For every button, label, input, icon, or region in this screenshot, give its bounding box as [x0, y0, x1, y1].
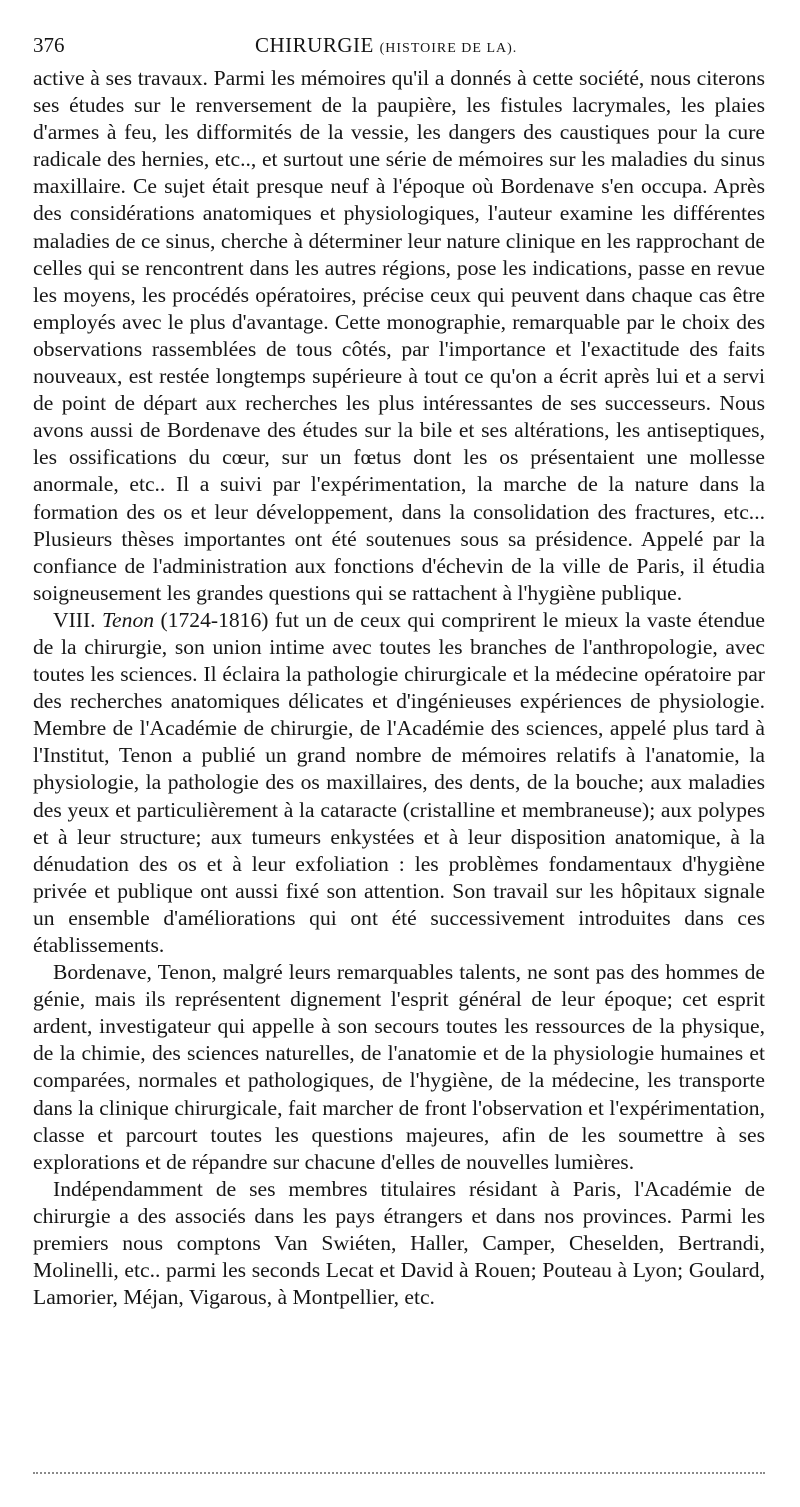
running-title-sub: (HISTOIRE DE LA). — [379, 41, 518, 56]
paragraph-bordenave-continued: active à ses travaux. Parmi les mémoires qu'il a donnés à cette société, nous citerons ses études sur le renversement de la paupière, les fistules lacrymales, les plaies d'armes à feu, les difformités de la vessie, les dangers des caustiques pour la cure radicale des hernies, etc.., et surtout une série de mémoires sur les maladies du sinus maxillaire. Ce sujet était presque neuf à l'époque où Bordenave s'en occupa. Après des considérations anatomiques et physiologiques, l'auteur examine les différentes maladies de ce sinus, cherche à déterminer leur nature clinique en les rapprochant de celles qui se rencontrent dans les autres régions, pose les indications, passe en revue les moyens, les procédés opératoires, précise ceux qui peuvent dans chaque cas être employés avec le plus d'avantage. Cette monographie, remarquable par le choix des observations rassemblées de tous côtés, par l'importance et l'exactitude des faits nouveaux, est restée longtemps supérieure à tout ce qu'on a écrit après lui et a servi de point de départ aux recherches les plus intéressantes de ses successeurs. Nous avons aussi de Bordenave des études sur la bile et ses altérations, les antiseptiques, les ossifications du cœur, sur un fœtus dont les os présentaient une mollesse anormale, etc.. Il a suivi par l'expérimentation, la marche de la nature dans la formation des os et leur développement, dans la consolidation des fractures, etc... Plusieurs thèses importantes ont été soutenues sous sa présidence. Appelé par la confiance de l'administration aux fonctions d'échevin de la ville de Paris, il étudia soigneusement les grandes questions qui se rattachent à l'hygiène publique. — [33, 66, 765, 605]
page-number: 376 — [33, 33, 65, 57]
section-numeral: VIII. — [53, 607, 96, 632]
footer-dotted-rule — [33, 1472, 765, 1474]
paragraph-esprit-general: Bordenave, Tenon, malgré leurs remarquables talents, ne sont pas des hommes de génie, mais ils représentent dignement l'esprit général de leur époque; cet esprit ardent, investigateur qui appelle à son secours toutes les ressources de la physique, de la chimie, des sciences naturelles, de l'anatomie et de la physiologie humaines et comparées, normales et pathologiques, de l'hygiène, de la médecine, les transporte dans la clinique chirurgicale, fait marcher de front l'observation et l'expérimentation, classe et parcourt toutes les questions majeures, afin de les soumettre à ses explorations et de répandre sur chacune d'elles de nouvelles lumières. — [33, 960, 765, 1174]
paragraph-tenon-text: (1724-1816) fut un de ceux qui comprirent le mieux la vaste étendue de la chirurgie, son union intime avec toutes les branches de l'anthropologie, avec toutes les sciences. Il éclaira la pathologie chirurgicale et la médecine opératoire par des recherches anatomiques délicates et d'ingénieuses expériences de physiologie. Membre de l'Académie de chirurgie, de l'Académie des sciences, appelé plus tard à l'Institut, Tenon a publié un grand nombre de mémoires relatifs à l'anatomie, la physiologie, la pathologie des os maxillaires, des dents, de la bouche; aux maladies des yeux et particulièrement à la cataracte (cristalline et membraneuse); aux polypes et à leur structure; aux tumeurs enkystées et à leur disposition anatomique, à la dénudation des os et à leur exfoliation : les problèmes fondamentaux d'hygiène privée et publique ont aussi fixé son attention. Son travail sur les hôpitaux signale un ensemble d'améliorations qui ont été successivement introduites dans ces établissements. — [33, 607, 766, 957]
running-title — [255, 28, 517, 66]
section-name: Tenon — [102, 607, 155, 632]
running-head — [33, 28, 765, 62]
page — [33, 28, 765, 1311]
body-text — [33, 65, 765, 1311]
paragraph-tenon — [33, 607, 765, 959]
paragraph-associes: Indépendamment de ses membres titulaires résidant à Paris, l'Académie de chirurgie a des associés dans les pays étrangers et dans nos provinces. Parmi les premiers nous comptons Van Swiéten, Haller, Camper, Cheselden, Bertrandi, Molinelli, etc.. parmi les seconds Lecat et David à Rouen; Pouteau à Lyon; Goulard, Lamorier, Méjan, Vigarous, à Montpellier, etc. — [33, 1176, 765, 1310]
running-title-main: CHIRURGIE — [255, 33, 374, 57]
